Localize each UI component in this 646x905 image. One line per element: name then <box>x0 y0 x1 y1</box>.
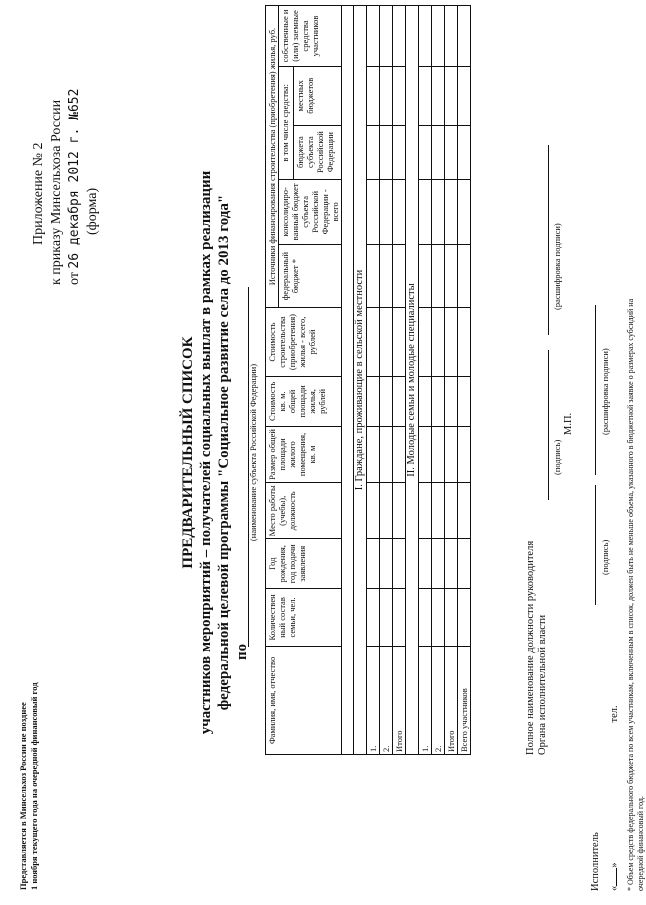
signature-caption: (подпись) <box>552 439 562 475</box>
row-total: Итого <box>445 646 458 754</box>
section-2-title: II. Молодые семьи и молодые специалисты <box>406 6 419 755</box>
authority-label: Органа исполнительной власти <box>537 614 548 755</box>
date-open-quote: « <box>609 885 620 891</box>
head-title-label: Полное наименование должности руководителя <box>525 540 536 755</box>
table-row <box>367 6 380 755</box>
header-cost-total: Стоимость строительства (приобретения) жилья - всего, рублей <box>266 308 342 377</box>
footnote-line-2: очередной финансовый год. <box>636 796 645 891</box>
section-1-title: I. Граждане, проживающие в сельской местности <box>354 6 367 755</box>
header-area: Размер общей площади жилого помещения, кв. м <box>266 426 342 482</box>
signature-line <box>548 350 549 500</box>
doc-title: ПРЕДВАРИТЕЛЬНЫЙ СПИСОК <box>180 336 196 569</box>
appendix-order: к приказу Минсельхоза России <box>49 99 64 285</box>
footnote-line-1: * Объем средств федерального бюджета по всем участникам, включенным в список, должен быть не меньше объема, указанного в бюджетной заявке о размерах субсидий на <box>626 298 635 891</box>
header-family: Количествен ный состав семьи, чел. <box>266 589 342 647</box>
note-line-1: Представляется в Минсельхоз России не позднее <box>18 702 28 890</box>
appendix-form: (форма) <box>85 187 100 235</box>
header-name: Фамилия, имя, отчество <box>266 646 342 754</box>
table-row <box>458 6 471 755</box>
header-federal: федеральный бюджет * <box>279 245 342 308</box>
executor-decode-line <box>595 305 596 475</box>
table-row <box>419 6 432 755</box>
header-work: Место работы (учебы), должность <box>266 483 342 539</box>
row-number: 2. <box>380 646 393 754</box>
submission-note <box>18 683 40 891</box>
table-row <box>380 6 393 755</box>
appendix-block <box>30 89 102 285</box>
doc-subject-prefix: по <box>234 643 250 660</box>
doc-subtitle-2: федеральной целевой программы "Социальное развитие села до 2013 года" <box>216 194 232 711</box>
date-value: 26 декабря 2012 г. №652 <box>67 88 82 269</box>
executor-sign-caption: (подпись) <box>600 539 610 575</box>
row-number: 1. <box>367 646 380 754</box>
date-phone-row <box>609 705 620 891</box>
date-prefix: от <box>67 268 82 285</box>
participants-table <box>265 5 471 755</box>
executor-decode-caption: (расшифровка подписи) <box>600 348 610 435</box>
header-subject: бюджета субъекта Российской Федерации <box>293 125 341 179</box>
executor-label: Исполнитель <box>590 832 601 891</box>
row-grand-total: Всего участников <box>458 646 471 754</box>
doc-subtitle-1: участников мероприятий – получателей социальных выплат в рамках реализации <box>198 170 214 735</box>
table-row <box>393 6 406 755</box>
table-row <box>432 6 445 755</box>
header-own: собственные и (или) заемные средства участников <box>279 6 342 67</box>
note-line-2: 1 ноября текущего года на очередной финансовый год <box>29 682 39 890</box>
stamp-label: М.П. <box>563 412 574 435</box>
row-number: 1. <box>419 646 432 754</box>
phone-label: тел. <box>609 705 620 723</box>
subject-caption: (наименование субъекта Российской Федерации) <box>248 363 258 542</box>
date-close-quote: » <box>609 862 620 868</box>
header-incl: в том числе средства: <box>279 66 294 179</box>
row-number: 2. <box>432 646 445 754</box>
decode-caption: (расшифровка подписи) <box>552 223 562 310</box>
footnote <box>626 299 646 891</box>
header-consolidated: консолидиро-ванный бюджет субъекта Российской Федерации - всего <box>279 179 342 244</box>
decode-line <box>548 145 549 335</box>
header-local: местных бюджетов <box>293 66 341 125</box>
appendix-number: Приложение № 2 <box>31 142 46 245</box>
header-sources: Источники финансирования строительства (приобретения) жилья, руб. <box>266 6 279 308</box>
appendix-date <box>66 89 84 285</box>
executor-sign-line <box>595 485 596 605</box>
table-row <box>445 6 458 755</box>
row-total: Итого <box>393 646 406 754</box>
header-cost-m: Стоимость кв. м. общей площади жилья, рублей <box>266 376 342 426</box>
header-birth: Год рождения, год подачи заявления <box>266 539 342 589</box>
